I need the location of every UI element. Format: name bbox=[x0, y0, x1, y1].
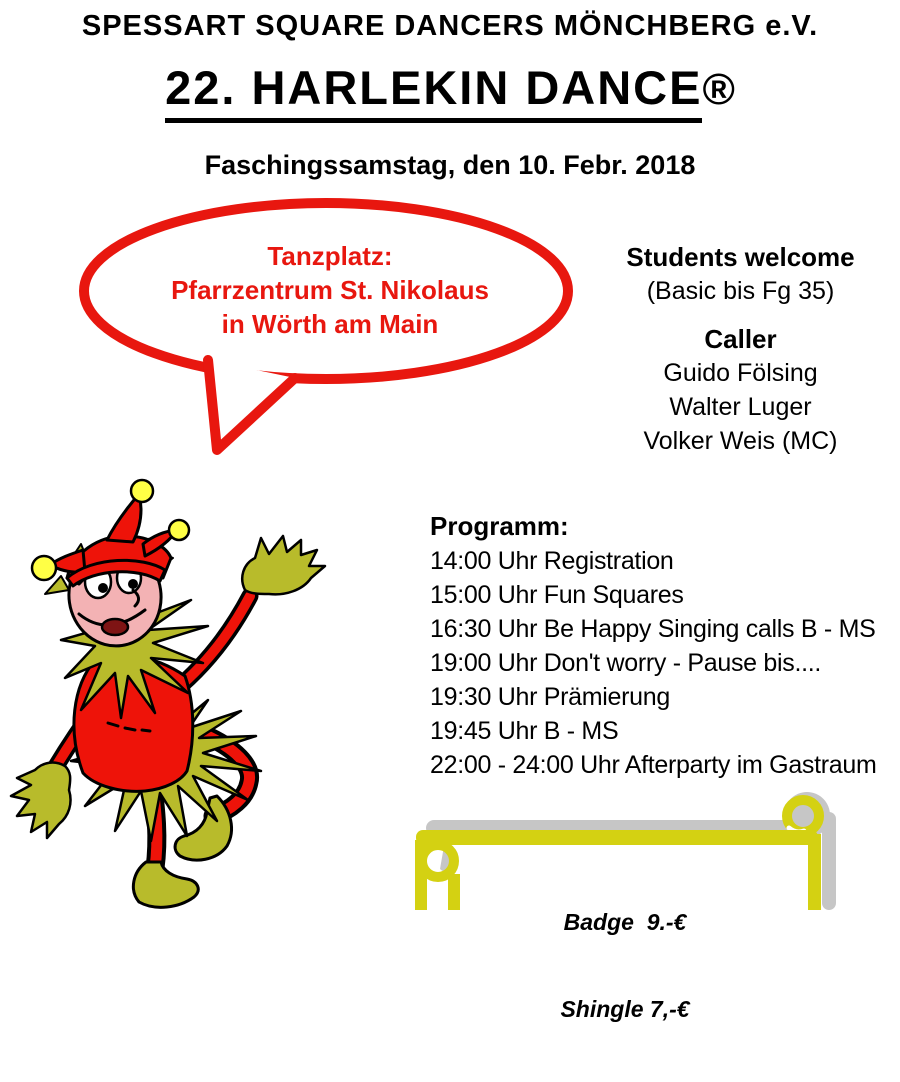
venue-text bbox=[105, 239, 555, 341]
info-column bbox=[588, 240, 893, 458]
program-item: 14:00 Uhr Registration bbox=[430, 547, 674, 575]
price-badge: Badge 9.-€ bbox=[563, 909, 687, 935]
program-section bbox=[430, 508, 900, 782]
caller-name: Volker Weis (MC) bbox=[643, 427, 838, 455]
event-title-text: 22. HARLEKIN DANCE bbox=[165, 61, 702, 123]
caller-name: Walter Luger bbox=[669, 393, 812, 421]
program-item: 19:45 Uhr B - MS bbox=[430, 717, 619, 745]
students-sub: (Basic bis Fg 35) bbox=[646, 277, 835, 305]
venue-name: Pfarrzentrum St. Nikolaus bbox=[171, 275, 489, 305]
program-heading: Programm: bbox=[430, 511, 569, 541]
program-item: 22:00 - 24:00 Uhr Afterparty im Gastraum bbox=[430, 751, 877, 779]
caller-heading: Caller bbox=[704, 324, 777, 354]
caller-name: Guido Fölsing bbox=[663, 359, 818, 387]
program-item: 16:30 Uhr Be Happy Singing calls B - MS bbox=[430, 615, 876, 643]
event-title bbox=[0, 60, 900, 115]
students-heading: Students welcome bbox=[626, 242, 855, 272]
club-name: SPESSART SQUARE DANCERS MÖNCHBERG e.V. bbox=[81, 10, 819, 42]
registered-trademark-symbol: ® bbox=[702, 65, 735, 114]
program-item: 19:30 Uhr Prämierung bbox=[430, 683, 670, 711]
jester-illustration bbox=[3, 478, 343, 910]
program-item: 15:00 Uhr Fun Squares bbox=[430, 581, 684, 609]
venue-city: in Wörth am Main bbox=[221, 309, 439, 339]
price-shingle: Shingle 7,-€ bbox=[560, 996, 690, 1022]
venue-label: Tanzplatz: bbox=[267, 241, 393, 271]
price-list bbox=[455, 850, 795, 1082]
jester-hat bbox=[50, 494, 177, 586]
program-item: 19:00 Uhr Don't worry - Pause bis.... bbox=[430, 649, 822, 677]
event-date: Faschingssamstag, den 10. Febr. 2018 bbox=[204, 150, 696, 180]
